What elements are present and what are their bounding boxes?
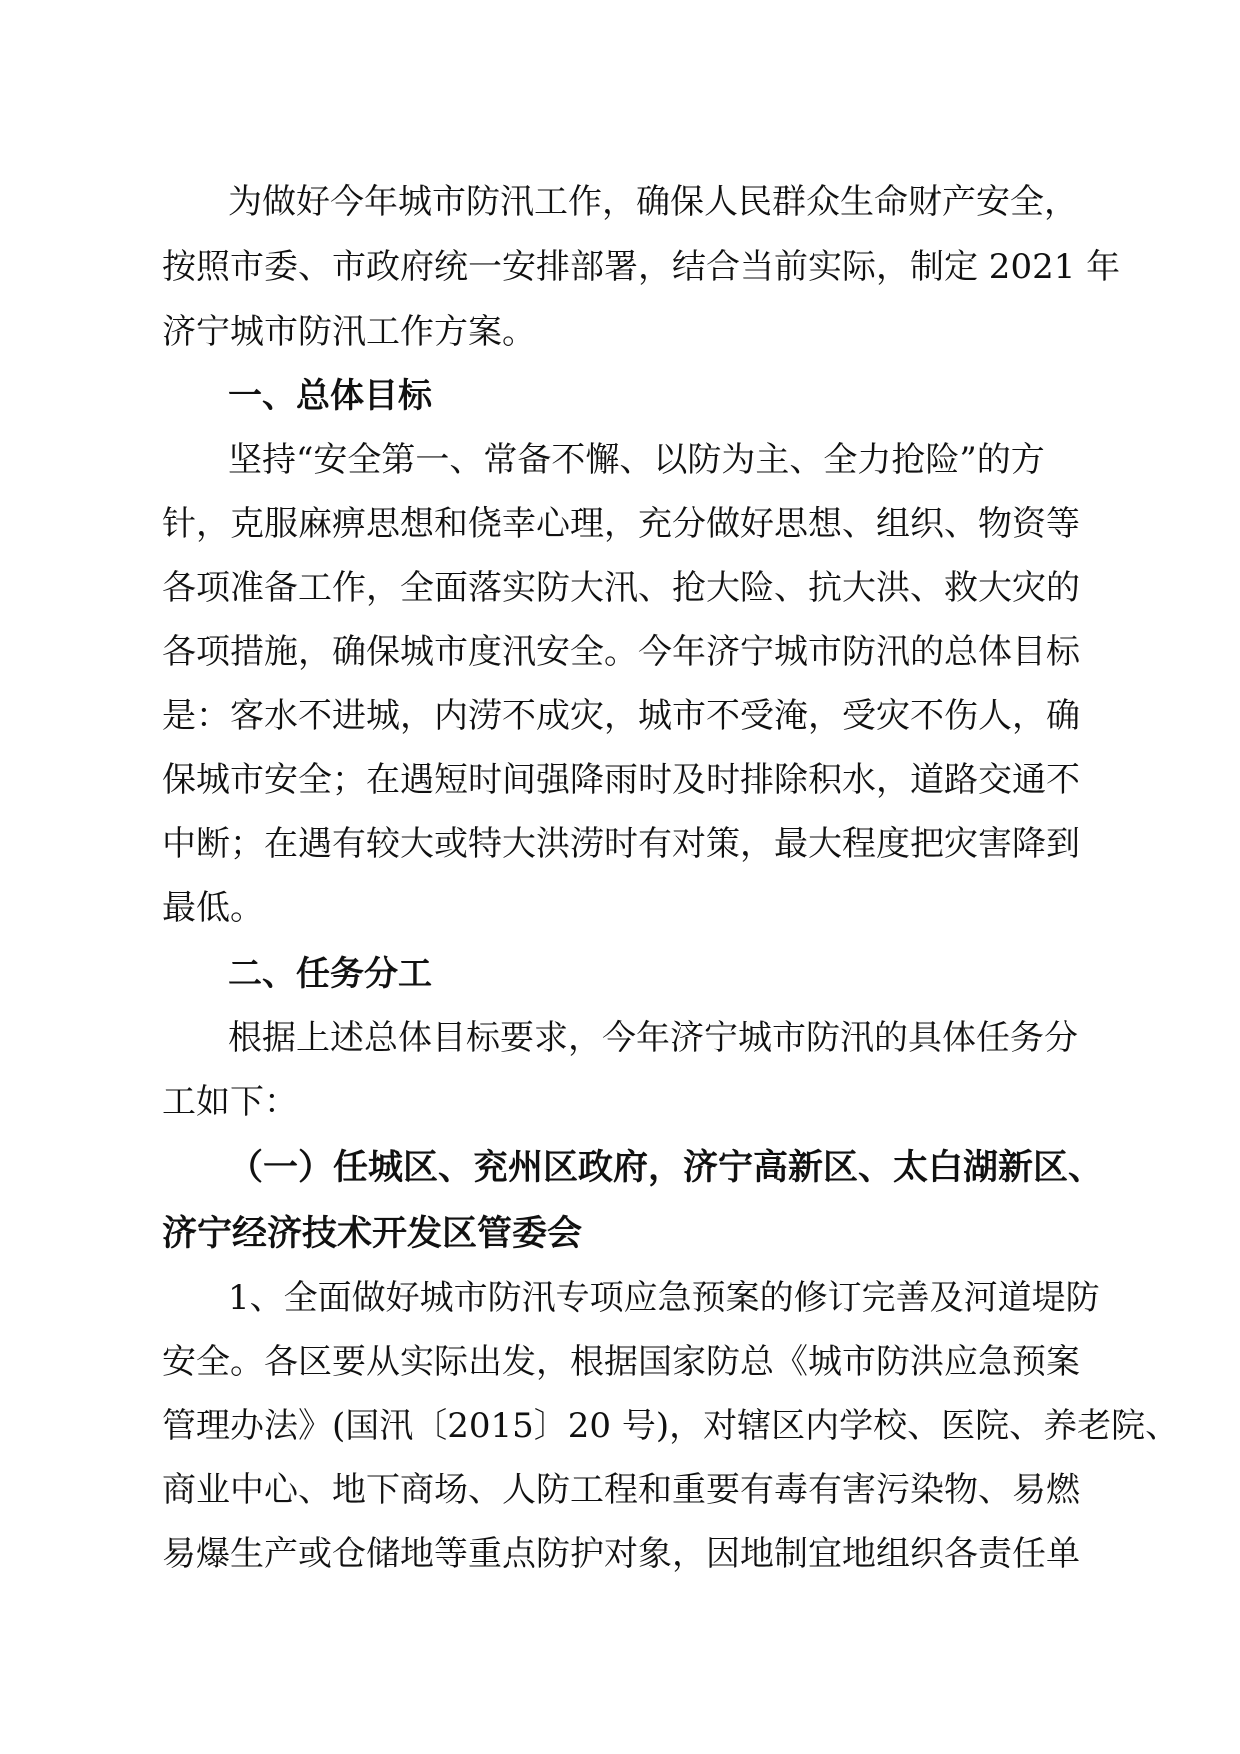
item1-line-2: 安全。各区要从实际出发，根据国家防总《城市防洪应急预案 (162, 1342, 1080, 1382)
item1-line-1: 1、全面做好城市防汛专项应急预案的修订完善及河道堤防 (228, 1278, 1100, 1318)
section1-line-7: 中断；在遇有较大或特大洪涝时有对策，最大程度把灾害降到 (162, 824, 1080, 864)
subsection-heading-line-2: 济宁经济技术开发区管委会 (162, 1214, 583, 1254)
section-heading-overall-goals: 一、总体目标 (228, 376, 432, 416)
item1-line-3: 管理办法》(国汛〔2015〕20 号)，对辖区内学校、医院、养老院、 (162, 1406, 1180, 1446)
section-heading-task-division: 二、任务分工 (228, 954, 432, 994)
section1-line-5: 是：客水不进城，内涝不成灾，城市不受淹，受灾不伤人，确 (162, 696, 1080, 736)
intro-line-2: 按照市委、市政府统一安排部署，结合当前实际，制定 2021 年 (162, 247, 1121, 287)
section1-line-2: 针，克服麻痹思想和侥幸心理，充分做好思想、组织、物资等 (162, 504, 1080, 544)
item1-line-4: 商业中心、地下商场、人防工程和重要有毒有害污染物、易燃 (162, 1470, 1080, 1510)
intro-line-3: 济宁城市防汛工作方案。 (162, 312, 536, 352)
section1-line-4: 各项措施，确保城市度汛安全。今年济宁城市防汛的总体目标 (162, 632, 1080, 672)
section2-line-2: 工如下： (162, 1082, 298, 1122)
section1-line-3: 各项准备工作，全面落实防大汛、抢大险、抗大洪、救大灾的 (162, 568, 1080, 608)
section1-line-8: 最低。 (162, 888, 264, 928)
subsection-heading-line-1: （一）任城区、兖州区政府，济宁高新区、太白湖新区、 (228, 1148, 1104, 1188)
intro-line-1: 为做好今年城市防汛工作，确保人民群众生命财产安全， (228, 182, 1078, 222)
item1-line-5: 易爆生产或仓储地等重点防护对象，因地制宜地组织各责任单 (162, 1534, 1080, 1574)
section1-line-6: 保城市安全；在遇短时间强降雨时及时排除积水，道路交通不 (162, 760, 1080, 800)
section2-line-1: 根据上述总体目标要求，今年济宁城市防汛的具体任务分 (228, 1018, 1078, 1058)
section1-line-1: 坚持“安全第一、常备不懈、以防为主、全力抢险”的方 (228, 440, 1045, 480)
